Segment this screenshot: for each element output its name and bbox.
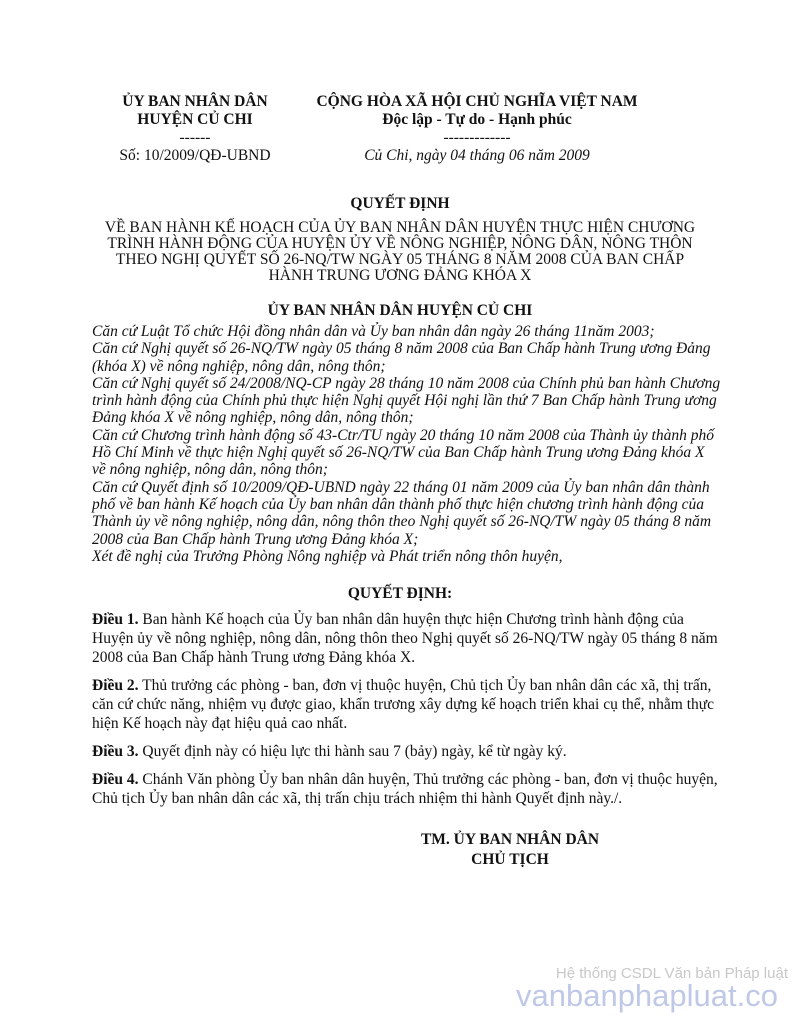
article-label: Điều 4. bbox=[92, 771, 139, 788]
article-3 bbox=[92, 742, 722, 761]
legal-basis-item: Căn cứ Nghị quyết số 24/2008/NQ-CP ngày 28 tháng 10 năm 2008 của Chính phủ ban hành Chương trình hành động của Chính phủ thực hiện Nghị quyết Hội nghị lần thứ 7 Ban Chấp hành Trung ương Đảng khóa X về nông nghiệp, nông dân, nông thôn; bbox=[92, 374, 721, 427]
issuing-agency-block bbox=[95, 93, 295, 165]
issuing-authority: ỦY BAN NHÂN DÂN HUYỆN CỦ CHI bbox=[267, 302, 533, 319]
document-title: QUYẾT ĐỊNH bbox=[350, 195, 450, 212]
article-label: Điều 2. bbox=[92, 677, 139, 694]
article-text: Quyết định này có hiệu lực thi hành sau 7 (bảy) ngày, kể từ ngày ký. bbox=[138, 743, 567, 760]
legal-basis-item: Căn cứ Chương trình hành động số 43-Ctr/TU ngày 20 tháng 10 năm 2008 của Thành ủy thành phố Hồ Chí Minh về thực hiện Nghị quyết số 26-NQ/TW của Ban Chấp hành Trung ương Đảng khóa X về nông nghiệp, nông dân, nông thôn; bbox=[92, 426, 714, 479]
legal-basis-item: Căn cứ Luật Tổ chức Hội đồng nhân dân và Ủy ban nhân dân ngày 26 tháng 11năm 2003; bbox=[92, 323, 655, 340]
agency-name: ỦY BAN NHÂN DÂN bbox=[122, 93, 268, 110]
legal-bases bbox=[92, 323, 722, 565]
motto-divider: ------------- bbox=[443, 129, 511, 146]
agency-divider: ------ bbox=[179, 129, 211, 146]
article-text: Thủ trưởng các phòng - ban, đơn vị thuộc huyện, Chủ tịch Ủy ban nhân dân các xã, thị trấn, căn cứ chức năng, nhiệm vụ được giao, khẩn trương xây dựng kế hoạch triển khai cụ thể, nhằm thực hiện Kế hoạch này đạt hiệu quả cao nhất. bbox=[92, 677, 715, 732]
article-text: Chánh Văn phòng Ủy ban nhân dân huyện, Thủ trưởng các phòng - ban, đơn vị thuộc huyện, Chủ tịch Ủy ban nhân dân các xã, thị trấn chịu trách nhiệm thi hành Quyết định này./. bbox=[92, 771, 718, 807]
document-number: Số: 10/2009/QĐ-UBND bbox=[119, 147, 271, 164]
legal-basis-item: Xét đề nghị của Trưởng Phòng Nông nghiệp và Phát triển nông thôn huyện, bbox=[92, 547, 563, 565]
national-motto: Độc lập - Tự do - Hạnh phúc bbox=[382, 111, 572, 128]
watermark-caption: Hệ thống CSDL Văn bản Pháp luật bbox=[555, 965, 788, 982]
article-4 bbox=[92, 770, 722, 808]
article-1 bbox=[92, 610, 722, 667]
article-2 bbox=[92, 676, 722, 733]
document-date: Củ Chi, ngày 04 tháng 06 năm 2009 bbox=[364, 147, 590, 164]
article-label: Điều 1. bbox=[92, 611, 139, 628]
watermark-site: vanbanphapluat.co bbox=[515, 978, 778, 1013]
national-motto-block bbox=[292, 93, 662, 165]
article-label: Điều 3. bbox=[92, 743, 139, 760]
document-subject: VỀ BAN HÀNH KẾ HOẠCH CỦA ỦY BAN NHÂN DÂN HUYỆN THỰC HIỆN CHƯƠNG TRÌNH HÀNH ĐỘNG CỦA HUYỆN ỦY VỀ NÔNG NGHIỆP, NÔNG DÂN, NÔNG THÔN THEO NGHỊ QUYẾT SỐ 26-NQ/TW NGÀY 05 THÁNG 8 NĂM 2008 CỦA BAN CHẤP HÀNH TRUNG ƯƠNG ĐẢNG KHÓA X bbox=[104, 219, 696, 284]
decides-heading: QUYẾT ĐỊNH: bbox=[347, 585, 453, 602]
country-name: CỘNG HÒA XÃ HỘI CHỦ NGHĨA VIỆT NAM bbox=[316, 93, 638, 110]
signature-org: TM. ỦY BAN NHÂN DÂN bbox=[420, 831, 600, 848]
signature-block bbox=[395, 830, 625, 870]
district-name: HUYỆN CỦ CHI bbox=[137, 111, 253, 128]
legal-basis-item: Căn cứ Nghị quyết số 26-NQ/TW ngày 05 tháng 8 năm 2008 của Ban Chấp hành Trung ương Đảng (khóa X) về nông nghiệp, nông dân, nông thôn; bbox=[92, 340, 711, 375]
article-text: Ban hành Kế hoạch của Ủy ban nhân dân huyện thực hiện Chương trình hành động của Huyện ủy về nông nghiệp, nông dân, nông thôn theo Nghị quyết số 26-NQ/TW ngày 05 tháng 8 năm 2008 của Ban Chấp hành Trung ương Đảng khóa X. bbox=[92, 611, 718, 666]
articles-section bbox=[92, 610, 722, 817]
legal-basis-item: Căn cứ Quyết định số 10/2009/QĐ-UBND ngày 22 tháng 01 năm 2009 của Ủy ban nhân dân thành phố về ban hành Kế hoạch của Ủy ban nhân dân thành phố thực hiện chương trình hành động của Thành ủy về nông nghiệp, nông dân, nông thôn theo Nghị quyết số 26-NQ/TW ngày 05 tháng 8 năm 2008 của Ban Chấp hành Trung ương Đảng khóa X; bbox=[92, 478, 712, 548]
signature-title: CHỦ TỊCH bbox=[471, 851, 549, 868]
